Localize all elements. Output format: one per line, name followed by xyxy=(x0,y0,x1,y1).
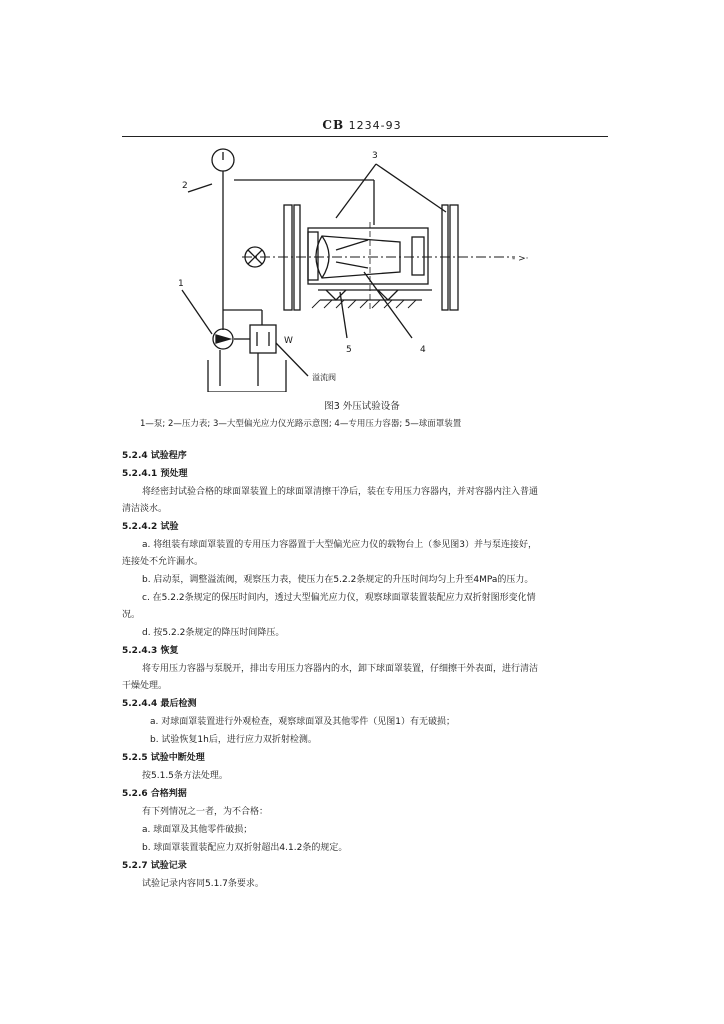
paragraph-line: c. 在5.2.2条规定的保压时间内，透过大型偏光应力仪，观察球面罩装置装配应力双折射图形变化情 xyxy=(142,593,536,603)
paragraph-line: 按5.1.5条方法处理。 xyxy=(142,771,228,781)
callout-w: W xyxy=(284,336,293,346)
callout-2: 2 xyxy=(182,181,188,191)
section-heading: 5.2.4.1 预处理 xyxy=(122,469,188,479)
paragraph-line: d. 按5.2.2条规定的降压时间降压。 xyxy=(142,628,285,638)
standard-code: CB xyxy=(322,118,345,132)
page-header xyxy=(0,118,724,132)
paragraph-line: b. 启动泵，调整溢流阀，观察压力表，使压力在5.2.2条规定的升压时间均匀上升至4MPa的压力。 xyxy=(142,575,534,585)
callout-1: 1 xyxy=(178,279,184,289)
paragraph-line: b. 试验恢复1h后，进行应力双折射检测。 xyxy=(150,735,317,745)
callout-valve: 溢流阀 xyxy=(312,373,336,382)
callout-arrow: - >· xyxy=(512,254,529,264)
figure-legend: 1—泵; 2—压力表; 3—大型偏光应力仪光路示意图; 4—专用压力容器; 5—球面罩装置 xyxy=(140,419,462,429)
paragraph-line: 干燥处理。 xyxy=(122,681,168,691)
callout-5: 5 xyxy=(346,345,352,355)
paragraph-line: 况。 xyxy=(122,610,141,620)
paragraph-line: 连接处不允许漏水。 xyxy=(122,557,204,567)
standard-number: 1234-93 xyxy=(348,119,402,132)
paragraph-line: a. 将组装有球面罩装置的专用压力容器置于大型偏光应力仪的载物台上（参见图3）并与泵连接好， xyxy=(142,540,537,550)
paragraph-line: a. 球面罩及其他零件破损； xyxy=(142,825,253,835)
paragraph-line: b. 球面罩装置装配应力双折射超出4.1.2条的规定。 xyxy=(142,843,348,853)
callout-4: 4 xyxy=(420,345,426,355)
paragraph-line: a. 对球面罩装置进行外观检查，观察球面罩及其他零件（见图1）有无破损； xyxy=(150,717,455,727)
paragraph-line: 有下列情况之一者，为不合格： xyxy=(142,807,269,817)
callout-3: 3 xyxy=(372,151,378,161)
paragraph-line: 将专用压力容器与泵脱开，排出专用压力容器内的水，卸下球面罩装置，仔细擦干外表面，进行清洁 xyxy=(142,664,539,674)
paragraph-line: 试验记录内容同5.1.7条要求。 xyxy=(142,879,264,889)
section-heading: 5.2.4.4 最后检测 xyxy=(122,699,197,709)
section-heading: 5.2.6 合格判据 xyxy=(122,789,187,799)
section-heading: 5.2.4.3 恢复 xyxy=(122,646,179,656)
section-heading: 5.2.5 试验中断处理 xyxy=(122,753,205,763)
figure-caption: 图3 外压试验设备 xyxy=(324,401,400,412)
relief-valve xyxy=(250,325,276,353)
section-heading: 5.2.7 试验记录 xyxy=(122,861,187,871)
section-heading: 5.2.4 试验程序 xyxy=(122,451,187,461)
section-heading: 5.2.4.2 试验 xyxy=(122,522,179,532)
paragraph-line: 清洁淡水。 xyxy=(122,504,168,514)
paragraph-line: 将经密封试验合格的球面罩装置上的球面罩清擦干净后，装在专用压力容器内，并对容器内注入普通 xyxy=(142,487,539,497)
header-rule xyxy=(122,136,608,137)
figure-3-diagram xyxy=(150,140,570,392)
